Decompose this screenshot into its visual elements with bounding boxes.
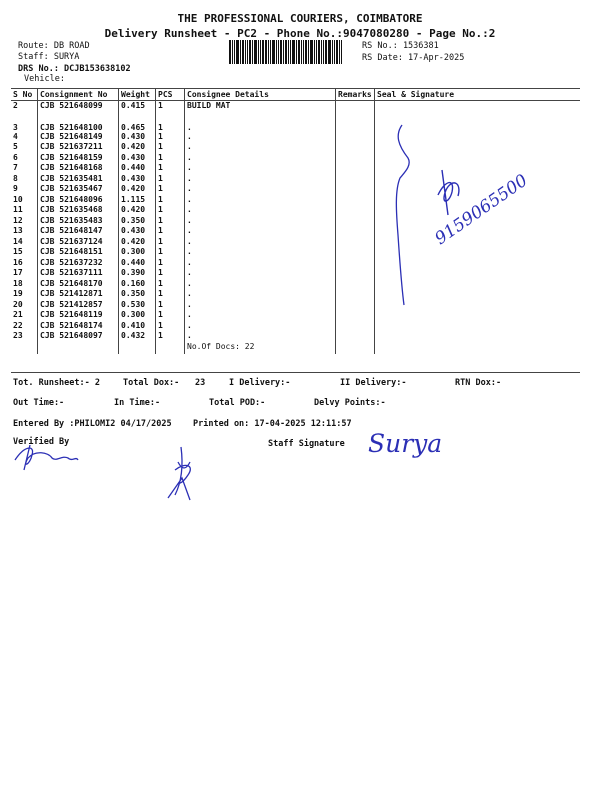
row-consignment: CJB 521635481 xyxy=(38,174,119,185)
row-pcs: 1 xyxy=(156,226,185,237)
row-consignee: . xyxy=(185,321,336,332)
staff-label: Staff: SURYA xyxy=(18,52,80,62)
row-sno: 6 xyxy=(11,153,38,164)
row-sno: 16 xyxy=(11,258,38,269)
barcode-bar xyxy=(316,40,317,64)
rs-date: RS Date: 17-Apr-2025 xyxy=(362,53,465,63)
entered-by: Entered By :PHILOMI2 04/17/2025 xyxy=(13,419,172,429)
row-pcs: 1 xyxy=(156,331,185,342)
row-remarks xyxy=(336,321,375,332)
row-seal xyxy=(375,174,581,185)
row-consignee: . xyxy=(185,112,336,132)
row-consignment: CJB 521648149 xyxy=(38,132,119,143)
i-delivery: I Delivery:- xyxy=(229,378,291,388)
row-seal xyxy=(375,310,581,321)
row-remarks xyxy=(336,268,375,279)
row-weight: 0.465 xyxy=(119,112,156,132)
center-signature xyxy=(168,447,190,500)
row-seal xyxy=(375,132,581,143)
row-pcs: 1 xyxy=(156,174,185,185)
runsheet-table xyxy=(11,88,580,354)
row-pcs: 1 xyxy=(156,258,185,269)
row-sno: 15 xyxy=(11,247,38,258)
row-sno: 10 xyxy=(11,195,38,206)
barcode-bar xyxy=(242,40,244,64)
barcode-bar xyxy=(339,40,340,64)
rtn-dox: RTN Dox:- xyxy=(455,378,502,388)
col-weight: Weight xyxy=(119,88,156,101)
table-row xyxy=(11,174,580,185)
barcode-bar xyxy=(236,40,239,64)
barcode-bar xyxy=(285,40,287,64)
row-pcs: 1 xyxy=(156,216,185,227)
row-consignment: CJB 521648096 xyxy=(38,195,119,206)
row-weight: 0.390 xyxy=(119,268,156,279)
row-consignee: . xyxy=(185,289,336,300)
barcode-bar xyxy=(323,40,324,64)
staff-signature-handwriting: Surya xyxy=(368,429,443,458)
barcode-bar xyxy=(258,40,259,64)
table-row xyxy=(11,163,580,174)
row-consignee: . xyxy=(185,279,336,290)
row-sno: 5 xyxy=(11,142,38,153)
table-row xyxy=(11,300,580,311)
row-consignee: . xyxy=(185,132,336,143)
row-consignment: CJB 521648097 xyxy=(38,331,119,342)
row-pcs: 1 xyxy=(156,279,185,290)
staff-signature-label: Staff Signature xyxy=(268,439,345,449)
table-row xyxy=(11,195,580,206)
row-weight: 0.530 xyxy=(119,300,156,311)
row-consignment: CJB 521648168 xyxy=(38,163,119,174)
row-seal xyxy=(375,142,581,153)
verified-by: Verified By xyxy=(13,437,70,447)
row-consignment: CJB 521648099 xyxy=(38,101,119,112)
row-seal xyxy=(375,279,581,290)
row-consignee: . xyxy=(185,205,336,216)
row-weight: 0.430 xyxy=(119,226,156,237)
barcode-bar xyxy=(341,40,342,64)
footer-cell xyxy=(336,342,375,354)
barcode-bar xyxy=(265,40,267,64)
table-row xyxy=(11,142,580,153)
row-sno: 14 xyxy=(11,237,38,248)
row-consignment: CJB 521412857 xyxy=(38,300,119,311)
row-sno: 18 xyxy=(11,279,38,290)
barcode-bar xyxy=(268,40,269,64)
row-pcs: 1 xyxy=(156,153,185,164)
row-sno: 20 xyxy=(11,300,38,311)
row-seal xyxy=(375,153,581,164)
row-remarks xyxy=(336,195,375,206)
row-remarks xyxy=(336,205,375,216)
row-seal xyxy=(375,112,581,132)
row-weight: 0.420 xyxy=(119,142,156,153)
table-row xyxy=(11,226,580,237)
row-remarks xyxy=(336,184,375,195)
row-seal xyxy=(375,237,581,248)
barcode-bar xyxy=(301,40,302,64)
row-seal xyxy=(375,331,581,342)
row-weight: 1.115 xyxy=(119,195,156,206)
total-dox-value: 23 xyxy=(195,378,206,388)
barcode-bar xyxy=(249,40,251,64)
row-remarks xyxy=(336,163,375,174)
row-weight: 0.300 xyxy=(119,247,156,258)
barcode-bar xyxy=(252,40,253,64)
route-label: Route: DB ROAD xyxy=(18,41,90,51)
total-dox-label: Total Dox:- xyxy=(123,378,180,388)
row-sno: 7 xyxy=(11,163,38,174)
row-pcs: 1 xyxy=(156,310,185,321)
row-seal xyxy=(375,163,581,174)
footer-cell xyxy=(38,342,119,354)
row-consignee: . xyxy=(185,163,336,174)
col-remarks: Remarks xyxy=(336,88,375,101)
row-consignee: . xyxy=(185,195,336,206)
row-remarks xyxy=(336,300,375,311)
table-header-row xyxy=(11,88,580,101)
company-title: THE PROFESSIONAL COURIERS, COIMBATORE xyxy=(177,12,423,25)
table-row xyxy=(11,132,580,143)
handwritten-phone-number: 9159065500 xyxy=(431,170,532,250)
row-pcs: 1 xyxy=(156,321,185,332)
row-consignee: BUILD MAT xyxy=(185,101,336,112)
row-consignee: . xyxy=(185,174,336,185)
barcode-bar xyxy=(318,40,320,64)
row-weight: 0.420 xyxy=(119,184,156,195)
row-remarks xyxy=(336,153,375,164)
footer-cell xyxy=(375,342,581,354)
row-consignee: . xyxy=(185,300,336,311)
delvy-points: Delvy Points:- xyxy=(314,398,386,408)
barcode-bar xyxy=(290,40,291,64)
row-consignment: CJB 521648159 xyxy=(38,153,119,164)
row-pcs: 1 xyxy=(156,300,185,311)
row-seal xyxy=(375,101,581,112)
col-consignment: Consignment No xyxy=(38,88,119,101)
barcode-bar xyxy=(310,40,313,64)
barcode-bar xyxy=(296,40,297,64)
row-seal xyxy=(375,226,581,237)
row-weight: 0.420 xyxy=(119,205,156,216)
total-pod: Total POD:- xyxy=(209,398,266,408)
row-weight: 0.415 xyxy=(119,101,156,112)
row-weight: 0.440 xyxy=(119,258,156,269)
barcode-bar xyxy=(288,40,289,64)
row-sno: 19 xyxy=(11,289,38,300)
table-row xyxy=(11,112,580,132)
row-consignment: CJB 521635467 xyxy=(38,184,119,195)
row-weight: 0.430 xyxy=(119,174,156,185)
barcode xyxy=(229,40,357,64)
table-footer-row xyxy=(11,342,580,354)
row-pcs: 1 xyxy=(156,205,185,216)
row-remarks xyxy=(336,237,375,248)
no-of-docs: No.Of Docs: 22 xyxy=(185,342,336,354)
row-consignment: CJB 521637232 xyxy=(38,258,119,269)
table-row xyxy=(11,237,580,248)
row-seal xyxy=(375,258,581,269)
row-sno: 4 xyxy=(11,132,38,143)
in-time: In Time:- xyxy=(114,398,161,408)
row-consignee: . xyxy=(185,258,336,269)
table-row xyxy=(11,247,580,258)
row-weight: 0.300 xyxy=(119,310,156,321)
barcode-bar xyxy=(276,40,277,64)
row-pcs: 1 xyxy=(156,132,185,143)
table-row xyxy=(11,331,580,342)
footer-cell xyxy=(11,342,38,354)
table-row xyxy=(11,184,580,195)
row-consignee: . xyxy=(185,216,336,227)
row-weight: 0.350 xyxy=(119,289,156,300)
row-pcs: 1 xyxy=(156,195,185,206)
row-seal xyxy=(375,184,581,195)
row-remarks xyxy=(336,142,375,153)
row-consignment: CJB 521648151 xyxy=(38,247,119,258)
rs-number: RS No.: 1536381 xyxy=(362,41,439,51)
table-row xyxy=(11,205,580,216)
row-remarks xyxy=(336,101,375,112)
barcode-bar xyxy=(336,40,338,64)
barcode-bar xyxy=(332,40,333,64)
footer-cell xyxy=(156,342,185,354)
row-consignee: . xyxy=(185,268,336,279)
row-sno: 23 xyxy=(11,331,38,342)
barcode-bar xyxy=(328,40,331,64)
row-sno: 9 xyxy=(11,184,38,195)
row-pcs: 1 xyxy=(156,142,185,153)
col-pcs: PCS xyxy=(156,88,185,101)
row-weight: 0.430 xyxy=(119,153,156,164)
barcode-bar xyxy=(229,40,231,64)
barcode-bar xyxy=(247,40,248,64)
col-consignee: Consignee Details xyxy=(185,88,336,101)
row-consignment: CJB 521412871 xyxy=(38,289,119,300)
row-seal xyxy=(375,268,581,279)
row-pcs: 1 xyxy=(156,268,185,279)
row-consignment: CJB 521635483 xyxy=(38,216,119,227)
table-row xyxy=(11,153,580,164)
barcode-bar xyxy=(254,40,257,64)
footer-cell xyxy=(119,342,156,354)
row-consignment: CJB 521637111 xyxy=(38,268,119,279)
row-pcs: 1 xyxy=(156,289,185,300)
runsheet-subtitle: Delivery Runsheet - PC2 - Phone No.:9047080280 - Page No.:2 xyxy=(104,27,496,40)
barcode-bar xyxy=(308,40,309,64)
row-sno: 21 xyxy=(11,310,38,321)
row-consignment: CJB 521648119 xyxy=(38,310,119,321)
row-consignment: CJB 521648170 xyxy=(38,279,119,290)
row-seal xyxy=(375,195,581,206)
row-sno: 13 xyxy=(11,226,38,237)
row-seal xyxy=(375,247,581,258)
barcode-bar xyxy=(270,40,271,64)
row-weight: 0.160 xyxy=(119,279,156,290)
row-sno: 3 xyxy=(11,112,38,132)
barcode-bar xyxy=(292,40,295,64)
barcode-bar xyxy=(303,40,304,64)
barcode-bar xyxy=(314,40,315,64)
row-weight: 0.350 xyxy=(119,216,156,227)
row-sno: 22 xyxy=(11,321,38,332)
barcode-bar xyxy=(262,40,264,64)
row-seal xyxy=(375,300,581,311)
barcode-bar xyxy=(260,40,261,64)
row-remarks xyxy=(336,258,375,269)
table-row xyxy=(11,216,580,227)
row-pcs: 1 xyxy=(156,247,185,258)
row-remarks xyxy=(336,216,375,227)
row-remarks xyxy=(336,331,375,342)
barcode-bar xyxy=(272,40,275,64)
printed-on: Printed on: 17-04-2025 12:11:57 xyxy=(193,419,352,429)
row-consignee: . xyxy=(185,153,336,164)
table-row xyxy=(11,101,580,112)
table-row xyxy=(11,279,580,290)
row-seal xyxy=(375,205,581,216)
table-row xyxy=(11,289,580,300)
out-time: Out Time:- xyxy=(13,398,65,408)
row-consignment: CJB 521635468 xyxy=(38,205,119,216)
table-row xyxy=(11,268,580,279)
row-consignee: . xyxy=(185,226,336,237)
row-weight: 0.432 xyxy=(119,331,156,342)
row-remarks xyxy=(336,247,375,258)
row-sno: 11 xyxy=(11,205,38,216)
row-seal xyxy=(375,216,581,227)
col-sno: S No xyxy=(11,88,38,101)
col-seal: Seal & Signature xyxy=(375,88,581,101)
row-consignee: . xyxy=(185,331,336,342)
row-remarks xyxy=(336,112,375,132)
table-row xyxy=(11,321,580,332)
row-consignee: . xyxy=(185,184,336,195)
barcode-bar xyxy=(234,40,235,64)
barcode-bar xyxy=(325,40,327,64)
barcode-bar xyxy=(245,40,246,64)
row-remarks xyxy=(336,279,375,290)
barcode-bar xyxy=(305,40,307,64)
row-sno: 8 xyxy=(11,174,38,185)
row-pcs: 1 xyxy=(156,101,185,112)
row-remarks xyxy=(336,289,375,300)
row-weight: 0.440 xyxy=(119,163,156,174)
row-weight: 0.410 xyxy=(119,321,156,332)
barcode-bar xyxy=(298,40,300,64)
row-consignee: . xyxy=(185,142,336,153)
barcode-bar xyxy=(240,40,241,64)
row-remarks xyxy=(336,310,375,321)
row-consignment: CJB 521637211 xyxy=(38,142,119,153)
row-consignment: CJB 521637124 xyxy=(38,237,119,248)
row-remarks xyxy=(336,226,375,237)
row-consignment: CJB 521648147 xyxy=(38,226,119,237)
drs-label: DRS No.: DCJB153638102 xyxy=(18,64,131,74)
row-consignment: CJB 521648174 xyxy=(38,321,119,332)
row-seal xyxy=(375,321,581,332)
vehicle-label: Vehicle: xyxy=(24,74,65,84)
barcode-bar xyxy=(321,40,322,64)
row-pcs: 1 xyxy=(156,112,185,132)
row-pcs: 1 xyxy=(156,237,185,248)
row-remarks xyxy=(336,132,375,143)
row-consignee: . xyxy=(185,247,336,258)
barcode-bar xyxy=(334,40,335,64)
row-consignee: . xyxy=(185,237,336,248)
row-sno: 17 xyxy=(11,268,38,279)
barcode-bar xyxy=(280,40,282,64)
row-sno: 2 xyxy=(11,101,38,112)
verified-signature xyxy=(15,445,78,470)
row-consignment: CJB 521648100 xyxy=(38,112,119,132)
row-sno: 12 xyxy=(11,216,38,227)
total-runsheet: Tot. Runsheet:- 2 xyxy=(13,378,100,388)
row-pcs: 1 xyxy=(156,163,185,174)
row-seal xyxy=(375,289,581,300)
barcode-bar xyxy=(278,40,279,64)
barcode-bar xyxy=(283,40,284,64)
table-row xyxy=(11,310,580,321)
row-consignee: . xyxy=(185,310,336,321)
barcode-bar xyxy=(232,40,233,64)
row-weight: 0.420 xyxy=(119,237,156,248)
ii-delivery: II Delivery:- xyxy=(340,378,407,388)
table-row xyxy=(11,258,580,269)
row-weight: 0.430 xyxy=(119,132,156,143)
row-pcs: 1 xyxy=(156,184,185,195)
row-remarks xyxy=(336,174,375,185)
